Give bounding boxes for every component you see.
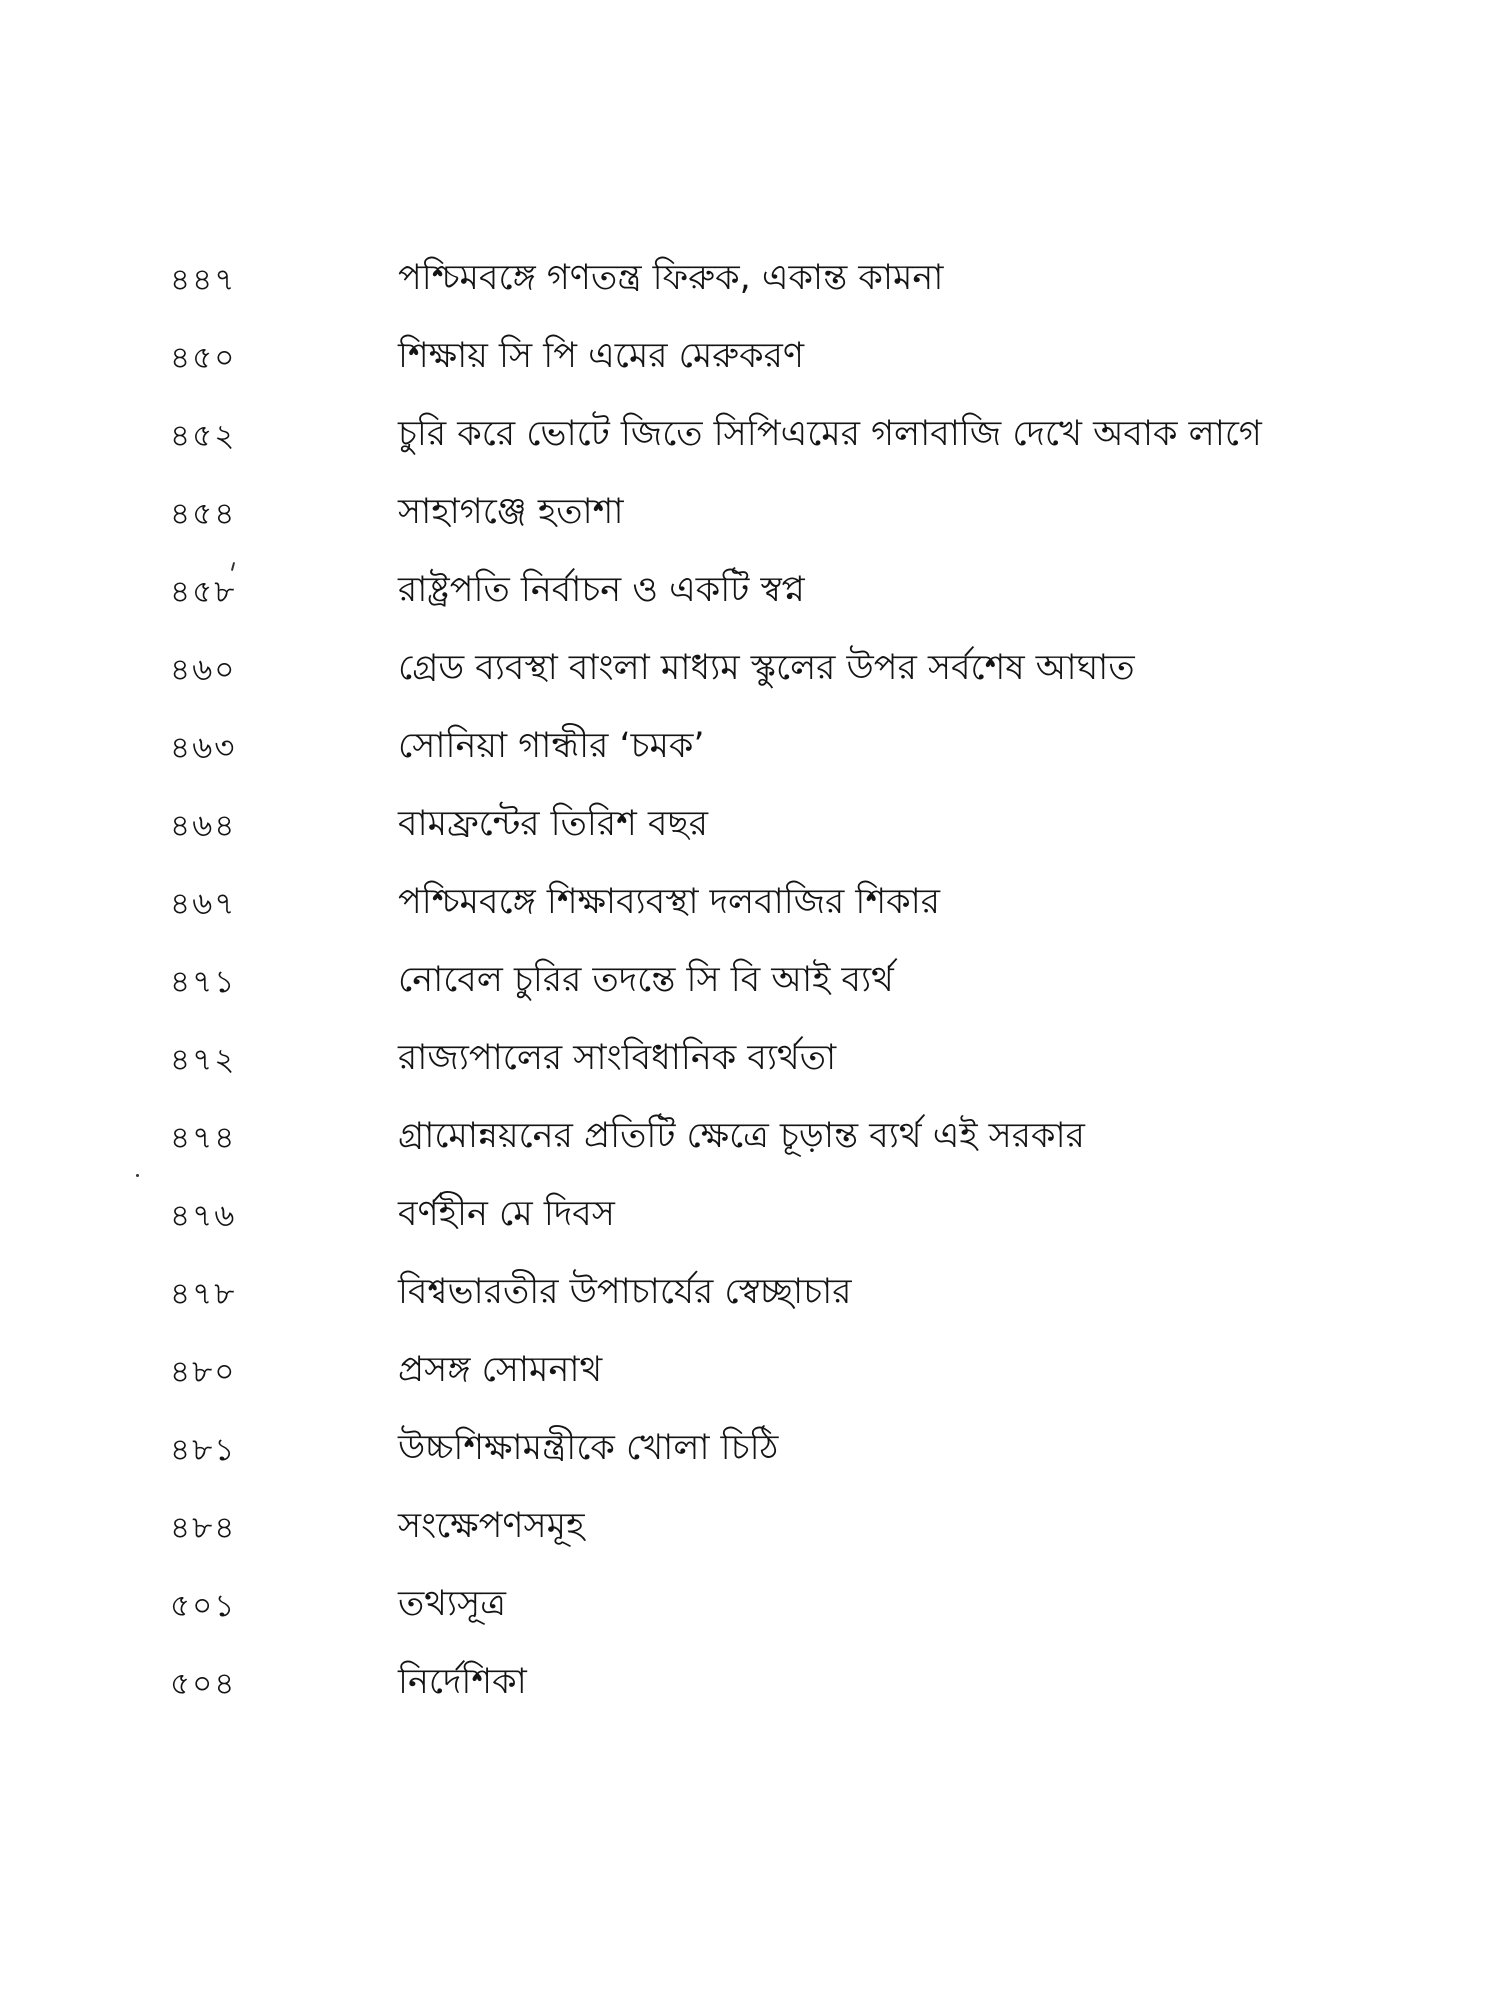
- entry-title: তথ্যসূত্র: [398, 1584, 506, 1624]
- page-number: ৪৮০: [170, 1354, 237, 1390]
- toc-entry: [0, 1342, 1500, 1420]
- page-number: ৪৪৭: [170, 262, 237, 298]
- entry-title: বর্ণহীন মে দিবস: [398, 1194, 615, 1234]
- entry-title: বিশ্বভারতীর উপাচার্যের স্বেচ্ছাচার: [398, 1272, 852, 1312]
- page-number: ৪৫০: [170, 340, 237, 376]
- page-number: ৪৮৪: [170, 1510, 237, 1546]
- page-number: ৪৬৩: [170, 730, 237, 766]
- toc-entry: [0, 250, 1500, 328]
- table-of-contents: [0, 250, 1500, 1732]
- toc-entry: [0, 562, 1500, 640]
- page-number: ৪৭৬: [170, 1198, 237, 1234]
- page-number: ৪৬০: [170, 652, 237, 688]
- entry-title: শিক্ষায় সি পি এমের মেরুকরণ: [398, 336, 805, 376]
- toc-entry: [0, 1030, 1500, 1108]
- toc-entry: [0, 952, 1500, 1030]
- page-number: ৪৬৪: [170, 808, 237, 844]
- page-number: ৪৫২: [170, 418, 237, 454]
- page-number: ৪৭২: [170, 1042, 237, 1078]
- toc-entry: [0, 406, 1500, 484]
- toc-entry: [0, 1654, 1500, 1732]
- page-number: ৪৭৪: [170, 1120, 237, 1156]
- entry-title: পশ্চিমবঙ্গে শিক্ষাব্যবস্থা দলবাজির শিকার: [398, 882, 941, 922]
- entry-title: বামফ্রন্টের তিরিশ বছর: [398, 804, 708, 844]
- page-number: ৪৫৮: [170, 574, 237, 610]
- toc-entry: [0, 328, 1500, 406]
- toc-entry: [0, 1420, 1500, 1498]
- page-number: ৫০৪: [170, 1666, 237, 1702]
- page-number: ৫০১: [170, 1588, 237, 1624]
- toc-entry: [0, 796, 1500, 874]
- page-number: ৪৫৪: [170, 496, 237, 532]
- entry-title: সংক্ষেপণসমূহ: [398, 1506, 585, 1546]
- toc-entry: [0, 1576, 1500, 1654]
- print-speck: [136, 1174, 139, 1177]
- page-number: ৪৭৮: [170, 1276, 237, 1312]
- entry-title: নির্দেশিকা: [398, 1662, 527, 1702]
- toc-entry: [0, 1186, 1500, 1264]
- toc-entry: [0, 1498, 1500, 1576]
- entry-title: উচ্চশিক্ষামন্ত্রীকে খোলা চিঠি: [398, 1428, 779, 1468]
- entry-title: গ্রেড ব্যবস্থা বাংলা মাধ্যম স্কুলের উপর সর্বশেষ আঘাত: [398, 648, 1135, 688]
- toc-entry: [0, 1108, 1500, 1186]
- entry-title: নোবেল চুরির তদন্তে সি বি আই ব্যর্থ: [398, 960, 894, 1000]
- toc-entry: [0, 718, 1500, 796]
- page-number: ৪৮১: [170, 1432, 237, 1468]
- toc-entry: [0, 1264, 1500, 1342]
- toc-entry: [0, 640, 1500, 718]
- entry-title: সোনিয়া গান্ধীর ‘চমক’: [398, 726, 705, 766]
- page-number: ৪৬৭: [170, 886, 237, 922]
- entry-title: রাষ্ট্রপতি নির্বাচন ও একটি স্বপ্ন: [398, 570, 805, 610]
- entry-title: সাহাগঞ্জে হতাশা: [398, 492, 624, 532]
- toc-entry: [0, 484, 1500, 562]
- entry-title: প্রসঙ্গ সোমনাথ: [398, 1350, 603, 1390]
- entry-title: রাজ্যপালের সাংবিধানিক ব্যর্থতা: [398, 1038, 837, 1078]
- entry-title: গ্রামোন্নয়নের প্রতিটি ক্ষেত্রে চূড়ান্ত ব্যর্থ এই সরকার: [398, 1116, 1085, 1156]
- entry-title: পশ্চিমবঙ্গে গণতন্ত্র ফিরুক, একান্ত কামনা: [398, 258, 944, 298]
- entry-title: চুরি করে ভোটে জিতে সিপিএমের গলাবাজি দেখে অবাক লাগে: [398, 414, 1262, 454]
- toc-entry: [0, 874, 1500, 952]
- page-number: ৪৭১: [170, 964, 237, 1000]
